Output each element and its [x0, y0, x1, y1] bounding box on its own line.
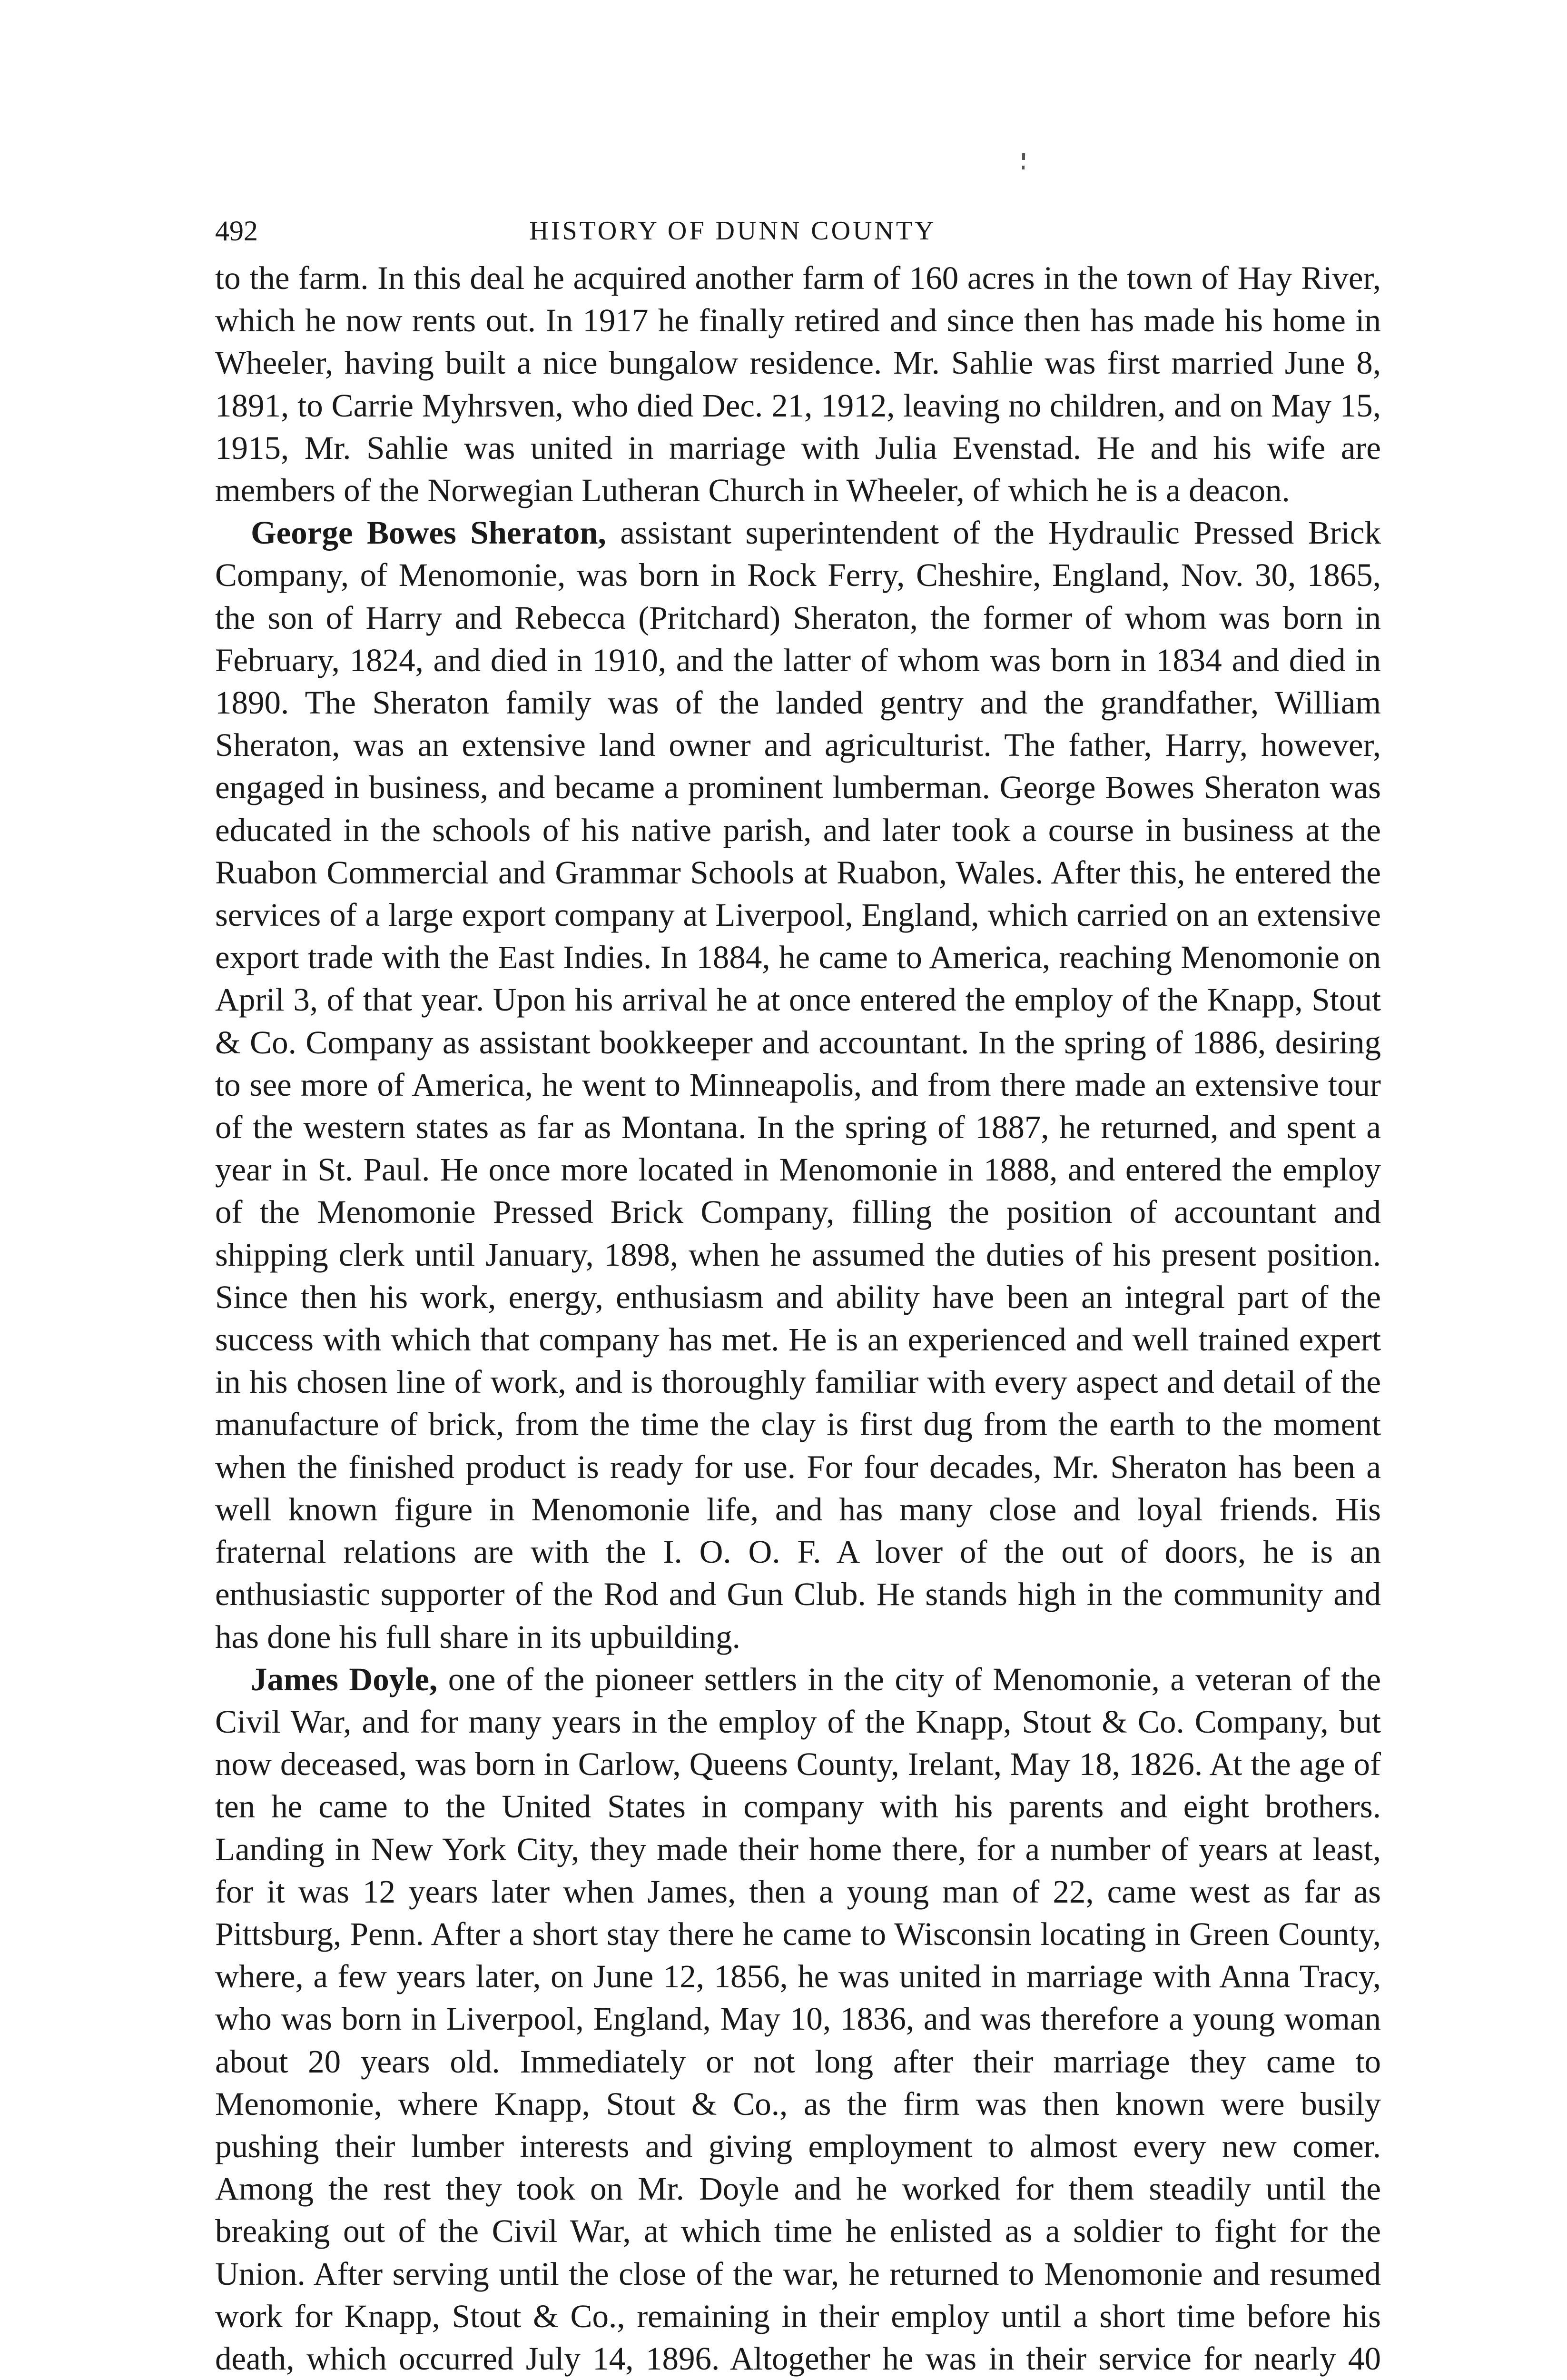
print-speck — [1022, 153, 1025, 160]
running-title: HISTORY OF DUNN COUNTY — [529, 216, 936, 246]
paragraph-text: one of the pioneer settlers in the city of Menomonie, a veteran of the Civil War, and for many years in the employ of the Knapp, Stout & Co. Company, but now deceased, was born in Carlow, Queens County, Irelant, May 18, 1826. At the age of ten he came to the United States in company with his parents and eight brothers. Landing in New York City, they made their home there, for a number of years at least, for it was 12 years later when James, then a young man of 22, came west as far as Pittsburg, Penn. After a short stay there he came to Wisconsin locating in Green County, where, a few years later, on June 12, 1856, he was united in marriage with Anna Tracy, who was born in Liverpool, England, May 10, 1836, and was therefore a young woman about 20 years old. Immediately or not long after their marriage they came to Menomonie, where Knapp, Stout & Co., as the firm was then known were busily pushing their lumber interests and giving employment to almost every new comer. Among the rest they took on Mr. Doyle and he worked for them steadily until the breaking out of the Civil War, at which time he enlisted as a soldier to fight for the Union. After serving until the close of the war, he returned to Menomonie and resumed work for Knapp, Stout & Co., remaining in their employ until a short time before his death, which occurred July 14, 1896. Altogether he was in their service for nearly 40 — [215, 1661, 1381, 2377]
entry-name: George Bowes Sheraton, — [251, 515, 606, 551]
page-number: 492 — [215, 215, 258, 247]
paragraph-doyle — [215, 1658, 1381, 2380]
paragraph-text: assistant superintendent of the Hydraulic Pressed Brick Company, of Menomonie, was born in Rock Ferry, Cheshire, England, Nov. 30, 1865, the son of Harry and Rebecca (Pritchard) Sheraton, the former of whom was born in February, 1824, and died in 1910, and the latter of whom was born in 1834 and died in 1890. The Sheraton family was of the landed gentry and the grandfather, William Sheraton, was an extensive land owner and agriculturist. The father, Harry, however, engaged in business, and became a prominent lumberman. George Bowes Sheraton was educated in the schools of his native parish, and later took a course in business at the Ruabon Commercial and Grammar Schools at Ruabon, Wales. After this, he entered the services of a large export company at Liverpool, England, which carried on an extensive export trade with the East Indies. In 1884, he came to America, reaching Menomonie on April 3, of that year. Upon his arrival he at once entered the employ of the Knapp, Stout & Co. Company as assistant bookkeeper and accountant. In the spring of 1886, desiring to see more of America, he went to Minneapolis, and from there made an extensive tour of the western states as far as Montana. In the spring of 1887, he returned, and spent a year in St. Paul. He once more located in Menomonie in 1888, and entered the employ of the Menomonie Pressed Brick Company, filling the position of accountant and shipping clerk until January, 1898, when he assumed the duties of his present position. Since then his work, energy, enthusiasm and ability have been an integral part of the success with which that company has met. He is an experienced and well trained expert in his chosen line of work, and is thoroughly familiar with every aspect and detail of the manufacture of brick, from the time the clay is first dug from the earth to the moment when the finished product is ready for use. For four decades, Mr. Sheraton has been a well known figure in Menomonie life, and has many close and loyal friends. His fraternal relations are with the I. O. O. F. A lover of the out of doors, he is an enthusiastic supporter of the Rod and Gun Club. He stands high in the community and has done his full share in its upbuilding. — [215, 515, 1381, 1655]
entry-name: James Doyle, — [251, 1661, 438, 1697]
paragraph-sahlie-continued — [215, 257, 1381, 512]
paragraph-text: to the farm. In this deal he acquired another farm of 160 acres in the town of Hay River, which he now rents out. In 1917 he finally retired and since then has made his home in Wheeler, having built a nice bungalow residence. Mr. Sahlie was first married June 8, 1891, to Carrie Myhrsven, who died Dec. 21, 1912, leaving no children, and on May 15, 1915, Mr. Sahlie was united in marriage with Julia Evenstad. He and his wife are members of the Norwegian Lutheran Church in Wheeler, of which he is a deacon. — [215, 260, 1381, 509]
page-header — [0, 209, 1567, 252]
print-speck — [1022, 166, 1025, 169]
body-text — [215, 257, 1381, 2380]
paragraph-sheraton — [215, 512, 1381, 1658]
